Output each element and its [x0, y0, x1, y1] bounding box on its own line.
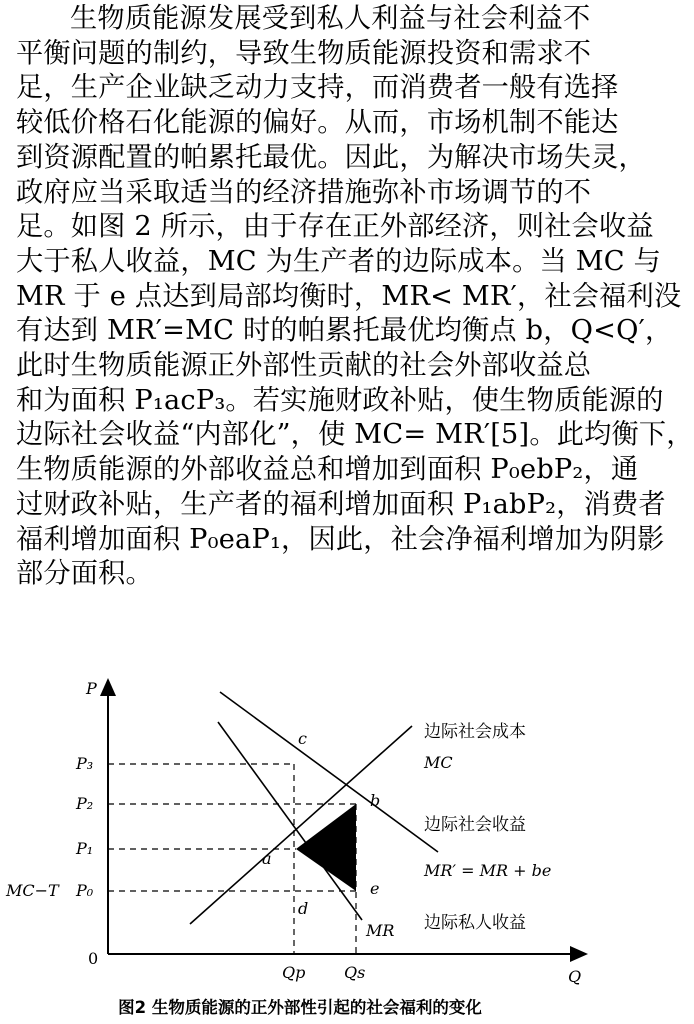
mc-cn-label: 边际社会成本 — [424, 722, 526, 742]
x-axis-label: Q — [568, 967, 582, 986]
mct-label: MC−T — [6, 881, 59, 900]
private-benefit-cn-label: 边际私人收益 — [424, 913, 526, 933]
p2-label: P₂ — [76, 794, 94, 813]
point-a-label: a — [262, 849, 272, 868]
text-line: 政府应当采取适当的经济措施弥补市场调节的不 — [16, 176, 592, 208]
p1-label: P₁ — [76, 839, 94, 858]
text-line: MR 于 e 点达到局部均衡时，MR< MR′，社会福利没 — [16, 280, 682, 312]
p3-label: P₃ — [76, 754, 94, 773]
text-line: 过财政补贴，生产者的福利增加面积 P₁abP₂，消费者 — [16, 488, 666, 520]
point-b-label: b — [370, 791, 381, 810]
p0-label: P₀ — [76, 881, 94, 900]
text-line: 有达到 MR′=MC 时的帕累托最优均衡点 b，Q<Q′， — [16, 315, 673, 347]
qp-label: Qp — [282, 963, 306, 982]
text-line: 足，生产企业缺乏动力支持，而消费者一般有选择 — [16, 72, 619, 104]
point-e-label: e — [370, 879, 380, 898]
text-line: 大于私人收益，MC 为生产者的边际成本。当 MC 与 — [16, 245, 661, 277]
text-line: 生物质能源的外部收益总和增加到面积 P₀ebP₂，通 — [16, 454, 639, 486]
text-line: 和为面积 P₁acP₃。若实施财政补贴，使生物质能源的 — [16, 384, 664, 416]
mr-prime-equation: MR′ = MR + be — [424, 861, 552, 880]
text-line: 部分面积。 — [16, 558, 153, 590]
text-line: 足。如图 2 所示，由于存在正外部经济，则社会收益 — [16, 211, 654, 243]
qs-label: Qs — [344, 963, 366, 982]
text-line: 平衡问题的制约，导致生物质能源投资和需求不 — [16, 37, 592, 69]
net-welfare-area — [296, 804, 356, 891]
point-d-label: d — [298, 899, 309, 918]
body-paragraph — [16, 2, 694, 592]
social-benefit-cn-label: 边际社会收益 — [424, 815, 526, 835]
y-axis-label: P — [86, 679, 97, 698]
origin-label: 0 — [88, 949, 99, 968]
figure-caption: 图2 生物质能源的正外部性引起的社会福利的变化 — [118, 998, 482, 1017]
welfare-diagram — [0, 652, 600, 992]
text-line: 生物质能源发展受到私人利益与社会利益不 — [70, 3, 591, 34]
point-c-label: c — [298, 729, 307, 748]
mr-label: MR — [366, 921, 395, 940]
text-line: 福利增加面积 P₀eaP₁，因此，社会净福利增加为阴影 — [16, 523, 665, 555]
text-line: 此时生物质能源正外部性贡献的社会外部收益总 — [16, 350, 592, 382]
text-line: 较低价格石化能源的偏好。从而，市场机制不能达 — [16, 107, 619, 139]
text-line: 边际社会收益“内部化”，使 MC= MR′[5]。此均衡下， — [16, 419, 694, 451]
text-line: 到资源配置的帕累托最优。因此，为解决市场失灵， — [16, 141, 646, 173]
mc-label: MC — [424, 753, 453, 772]
